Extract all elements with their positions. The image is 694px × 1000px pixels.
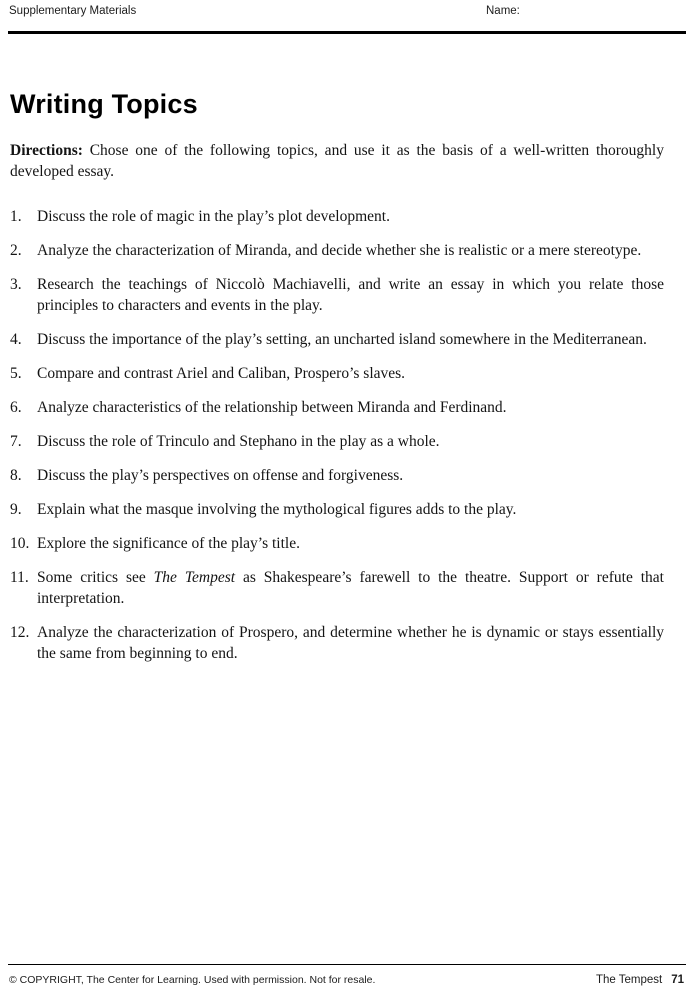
page-footer: [0, 964, 694, 1000]
topic-number: 7.: [10, 433, 22, 450]
topic-text: Research the teachings of Niccolò Machiavelli, and write an essay in which you relate those principles to characters and events in the play.: [37, 276, 664, 314]
topic-number: 1.: [10, 208, 22, 225]
topic-text: Some critics see The Tempest as Shakespeare’s farewell to the theatre. Support or refute that interpretation.: [37, 569, 664, 607]
book-title: The Tempest: [595, 974, 663, 986]
directions-paragraph: [10, 140, 664, 182]
topic-item: [10, 567, 664, 609]
page-number: 71: [671, 974, 684, 986]
topic-item: [10, 622, 664, 664]
directions-label: Directions:: [10, 142, 83, 159]
topic-text: Discuss the role of Trinculo and Stephano in the play as a whole.: [37, 433, 440, 450]
topic-item: [10, 465, 664, 486]
topic-item: [10, 363, 664, 384]
copyright-text: © COPYRIGHT, The Center for Learning. Used with permission. Not for resale.: [9, 974, 376, 986]
topic-text: Explain what the masque involving the mythological figures adds to the play.: [37, 501, 517, 518]
topic-text: Discuss the role of magic in the play’s plot development.: [37, 208, 390, 225]
topic-number: 3.: [10, 276, 22, 293]
topic-item: [10, 431, 664, 452]
topic-item: [10, 206, 664, 227]
topic-number: 11.: [10, 569, 29, 586]
topic-list: [10, 206, 664, 664]
running-head-left: Supplementary Materials: [9, 5, 137, 17]
page-content: [10, 89, 664, 664]
topic-item: [10, 329, 664, 350]
topic-number: 4.: [10, 331, 22, 348]
topic-text: Discuss the play’s perspectives on offense and forgiveness.: [37, 467, 404, 484]
topic-text: Analyze the characterization of Prospero, and determine whether he is dynamic or stays essentially the same from beginning to end.: [37, 624, 664, 662]
topic-text: Analyze the characterization of Miranda, and decide whether she is realistic or a mere stereotype.: [37, 242, 642, 259]
topic-item: [10, 533, 664, 554]
topic-item: [10, 499, 664, 520]
running-head: [0, 0, 694, 29]
topic-item: [10, 397, 664, 418]
topic-number: 9.: [10, 501, 22, 518]
topic-item: [10, 240, 664, 261]
topic-text: Analyze characteristics of the relationship between Miranda and Ferdinand.: [37, 399, 507, 416]
topic-number: 5.: [10, 365, 22, 382]
directions-text: Chose one of the following topics, and use it as the basis of a well-written thoroughly developed essay.: [10, 142, 664, 180]
topic-text: Discuss the importance of the play’s setting, an uncharted island somewhere in the Mediterranean.: [37, 331, 647, 348]
topic-number: 10.: [10, 535, 30, 552]
topic-number: 6.: [10, 399, 22, 416]
header-rule: [8, 31, 686, 34]
topic-number: 2.: [10, 242, 22, 259]
topic-item: [10, 274, 664, 316]
page-title: Writing Topics: [10, 89, 198, 119]
topic-text: Compare and contrast Ariel and Caliban, Prospero’s slaves.: [37, 365, 406, 382]
topic-text: Explore the significance of the play’s title.: [37, 535, 300, 552]
topic-number: 12.: [10, 624, 30, 641]
name-label: Name:: [486, 5, 520, 17]
topic-number: 8.: [10, 467, 22, 484]
footer-right: [596, 974, 684, 986]
